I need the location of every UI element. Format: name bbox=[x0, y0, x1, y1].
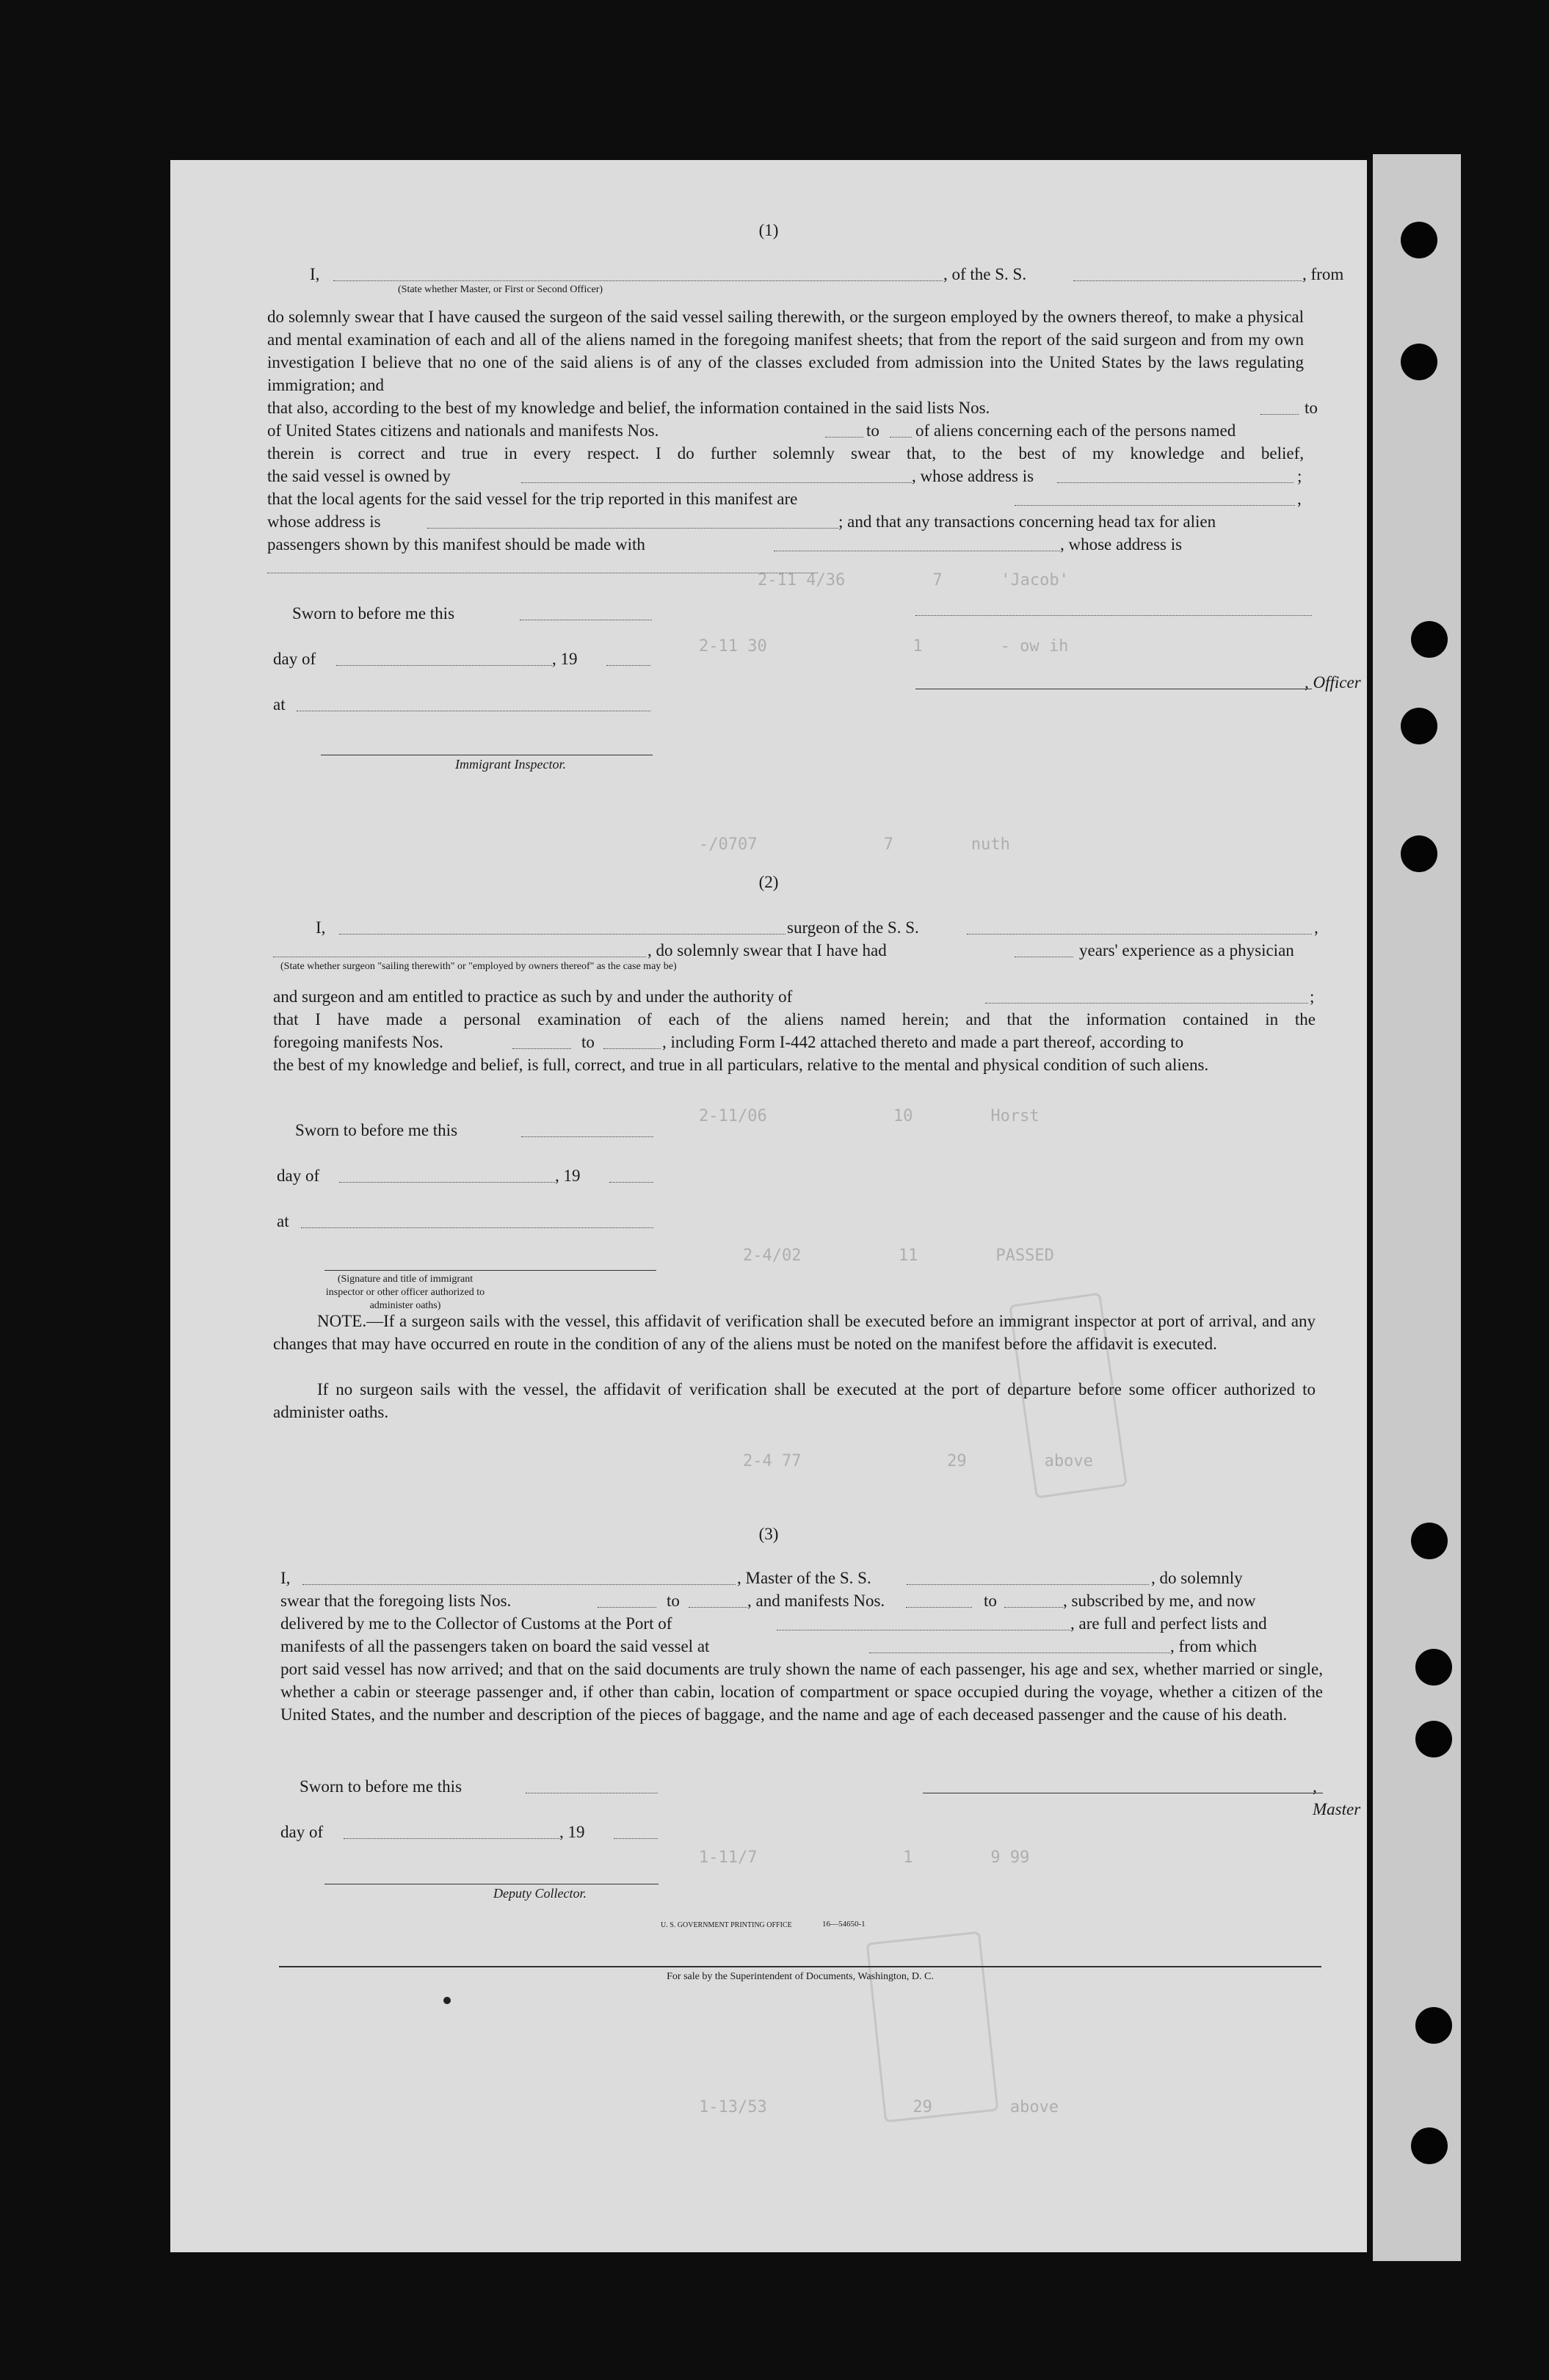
bleed-through-text: 2-11 4/36 7 'Jacob' bbox=[758, 571, 1069, 589]
s1-lists-to-label: to bbox=[1305, 399, 1318, 417]
section-2-number: (2) bbox=[758, 873, 779, 891]
ink-dot bbox=[443, 1997, 451, 2004]
s3-manifests-from-field[interactable] bbox=[906, 1607, 972, 1608]
s3-collector-label: delivered by me to the Collector of Customs at the Port of bbox=[280, 1614, 672, 1633]
binder-hole bbox=[1401, 835, 1437, 872]
binder-hole bbox=[1401, 708, 1437, 744]
binder-hole bbox=[1415, 1721, 1452, 1757]
s1-agents-address-field[interactable] bbox=[427, 528, 838, 529]
section-1-number: (1) bbox=[758, 221, 779, 239]
s2-signature-line[interactable] bbox=[324, 1270, 656, 1271]
s3-from-which-label: , from which bbox=[1170, 1637, 1258, 1655]
s1-agents-end: , bbox=[1297, 490, 1302, 508]
s3-manifests-label: , and manifests Nos. bbox=[747, 1592, 885, 1610]
s2-year-label: , 19 bbox=[555, 1167, 581, 1185]
binder-hole bbox=[1415, 1649, 1452, 1686]
s1-at-label: at bbox=[273, 695, 286, 714]
s1-officer-upper-line bbox=[915, 615, 1312, 616]
s1-from-label: , from bbox=[1302, 265, 1344, 283]
s1-lists-label: that also, according to the best of my knowledge and belief, the information contained in the said lists Nos. bbox=[267, 399, 990, 417]
s3-paragraph-rest: port said vessel has now arrived; and that on the said documents are truly shown the name of each passenger, his age and sex, whether married or single, whether a cabin or steerage passenger and, if other than cabin, location of compartment or space occupied during the voyage, whether a citizen of the United States, and the number and description of the pieces of baggage, and the name and age of each deceased passenger and the cause of his death. bbox=[280, 1660, 1323, 1724]
s2-swear-label: , do solemnly swear that I have had bbox=[647, 941, 887, 959]
s2-vessel-field[interactable] bbox=[967, 934, 1312, 935]
bleed-through-text: 1-11/7 1 9 99 bbox=[699, 1849, 1030, 1867]
binder-hole bbox=[1411, 621, 1448, 658]
section-3-number: (3) bbox=[758, 1525, 779, 1543]
s2-manifests-from-field[interactable] bbox=[512, 1048, 571, 1049]
s2-note-2: If no surgeon sails with the vessel, the affidavit of verification shall be executed at the port of departure before some officer authorized to administer oaths. bbox=[273, 1380, 1316, 1421]
s3-master-label: , Master of the S. S. bbox=[737, 1569, 871, 1587]
s3-full-perfect-label: , are full and perfect lists and bbox=[1070, 1614, 1267, 1633]
s1-of-ss-label: , of the S. S. bbox=[943, 265, 1027, 283]
binder-hole bbox=[1401, 344, 1437, 380]
s1-citizens-to-label: to bbox=[866, 421, 879, 440]
s2-authority-field[interactable] bbox=[985, 1003, 1308, 1004]
s1-headtax-label: ; and that any transactions concerning head tax for alien bbox=[838, 512, 1216, 531]
gpo-imprint: U. S. GOVERNMENT PRINTING OFFICE bbox=[661, 1921, 792, 1929]
s3-lists-to-label: to bbox=[667, 1592, 680, 1610]
s1-year-label: , 19 bbox=[552, 650, 578, 668]
s2-including-label: , including Form I-442 attached thereto and made a part thereof, according to bbox=[662, 1033, 1184, 1051]
s3-master-signature-label: , Master bbox=[1313, 1777, 1361, 1818]
faint-stamp bbox=[866, 1931, 999, 2123]
s2-surgeon-name-field[interactable] bbox=[339, 934, 786, 935]
s3-i-label: I, bbox=[280, 1569, 291, 1587]
s3-year-label: , 19 bbox=[559, 1823, 585, 1841]
s1-sworn-label: Sworn to before me this bbox=[292, 604, 455, 623]
s3-manifests-to-label: to bbox=[984, 1592, 997, 1610]
s2-surgeon-label: surgeon of the S. S. bbox=[787, 918, 919, 937]
binder-hole bbox=[1415, 2007, 1452, 2044]
s3-lists-from-field[interactable] bbox=[598, 1607, 656, 1608]
s1-day-field[interactable] bbox=[336, 665, 552, 666]
s3-departure-port-field[interactable] bbox=[869, 1652, 1170, 1653]
s3-master-name-field[interactable] bbox=[302, 1584, 736, 1585]
s2-day-label: day of bbox=[277, 1167, 320, 1185]
s2-manifests-to-label: to bbox=[581, 1033, 595, 1051]
s1-manifests-from-field[interactable] bbox=[825, 437, 863, 438]
bleed-through-text: -/0707 7 nuth bbox=[699, 835, 1010, 854]
s2-day-field[interactable] bbox=[339, 1182, 555, 1183]
s1-paragraph-2: therein is correct and true in every respect. I do further solemnly swear that, to the best of my knowledge and belief, bbox=[267, 444, 1304, 462]
binder-hole bbox=[1411, 2127, 1448, 2164]
s1-owned-end: ; bbox=[1297, 467, 1302, 485]
s1-year-field[interactable] bbox=[606, 665, 650, 666]
s2-note-1: NOTE.—If a surgeon sails with the vessel, this affidavit of verification shall be executed before an immigrant inspector at port of arrival, and any changes that may have occurred en route in the condition of any of the aliens must be noted on the manifest before the affidavit is executed. bbox=[273, 1312, 1316, 1353]
form-number: 16—54650-1 bbox=[822, 1920, 866, 1929]
bleed-through-text: 2-4/02 11 PASSED bbox=[743, 1247, 1054, 1265]
s1-vessel-field[interactable] bbox=[1073, 280, 1302, 281]
bleed-through-text: 2-11/06 10 Horst bbox=[699, 1107, 1040, 1125]
s1-officer-role-field[interactable] bbox=[333, 280, 943, 281]
s1-inspector-label: Immigrant Inspector. bbox=[455, 757, 566, 772]
sale-notice: For sale by the Superintendent of Documents, Washington, D. C. bbox=[667, 1971, 934, 1982]
s3-manifests-to-field[interactable] bbox=[1004, 1607, 1063, 1608]
s1-owner-address-field[interactable] bbox=[1057, 482, 1294, 483]
s2-sworn-label: Sworn to before me this bbox=[295, 1121, 458, 1139]
binder-hole bbox=[1401, 222, 1437, 258]
s3-day-field[interactable] bbox=[344, 1838, 559, 1839]
s1-paragraph-1: do solemnly swear that I have caused the surgeon of the said vessel sailing therewith, or the surgeon employed by the owners thereof, to make a physical and mental examination of each and all of the aliens named in the foregoing manifest sheets; that from the report of the said surgeon and from my own investigation I believe that no one of the said aliens is of any of the classes excluded from admission into the United States by the laws regulating immigration; and bbox=[267, 308, 1304, 394]
s2-at-label: at bbox=[277, 1212, 289, 1230]
binder-strip bbox=[1373, 154, 1461, 2261]
manifest-page bbox=[170, 160, 1367, 2252]
s1-lists-from-field[interactable] bbox=[1260, 414, 1299, 415]
s2-sworn-field[interactable] bbox=[521, 1136, 653, 1137]
s1-citizens-label: of United States citizens and nationals and manifests Nos. bbox=[267, 421, 659, 440]
s1-passengers-address-label: , whose address is bbox=[1060, 535, 1183, 554]
s3-day-label: day of bbox=[280, 1823, 324, 1841]
s1-aliens-label: of aliens concerning each of the persons named bbox=[915, 421, 1236, 440]
bleed-through-text: 2-4 77 29 above bbox=[743, 1452, 1093, 1470]
s2-manifests-label: foregoing manifests Nos. bbox=[273, 1033, 443, 1051]
s1-agents-field[interactable] bbox=[1015, 505, 1295, 506]
s1-role-caption: (State whether Master, or First or Second Officer) bbox=[398, 284, 603, 295]
s2-year-field[interactable] bbox=[609, 1182, 653, 1183]
s2-manifests-to-field[interactable] bbox=[603, 1048, 661, 1049]
s1-officer-label: , Officer bbox=[1305, 673, 1361, 692]
s2-authority-end: ; bbox=[1310, 987, 1315, 1006]
s1-i-label: I, bbox=[310, 265, 320, 283]
s1-agents-label: that the local agents for the said vessel for the trip reported in this manifest are bbox=[267, 490, 798, 508]
s3-collector-label: Deputy Collector. bbox=[493, 1886, 587, 1901]
s1-owned-label: the said vessel is owned by bbox=[267, 467, 451, 485]
s3-year-field[interactable] bbox=[614, 1838, 658, 1839]
bleed-through-text: 2-11 30 1 - ow ih bbox=[699, 637, 1069, 656]
s2-role-caption: (State whether surgeon "sailing therewith" or "employed by owners thereof" as the case may be) bbox=[280, 961, 677, 972]
binder-hole bbox=[1411, 1523, 1448, 1559]
s2-at-field[interactable] bbox=[301, 1227, 653, 1228]
s2-examination-line: that I have made a personal examination of each of the aliens named herein; and that the information contained in the bbox=[273, 1010, 1316, 1028]
s2-authority-label: and surgeon and am entitled to practice as such by and under the authority of bbox=[273, 987, 793, 1006]
s3-subscribed-label: , subscribed by me, and now bbox=[1063, 1592, 1256, 1610]
s3-sworn-label: Sworn to before me this bbox=[300, 1777, 462, 1796]
footer-rule bbox=[279, 1966, 1321, 1967]
s3-lists-to-field[interactable] bbox=[689, 1607, 747, 1608]
s1-owner-field[interactable] bbox=[521, 482, 912, 483]
s1-whose-label: whose address is bbox=[267, 512, 381, 531]
s2-l1-end: , bbox=[1314, 918, 1318, 937]
s2-i-label: I, bbox=[316, 918, 326, 937]
s2-signature-caption: (Signature and title of immigrant inspector or other officer authorized to administer oaths) bbox=[325, 1274, 485, 1311]
s1-day-label: day of bbox=[273, 650, 316, 668]
s2-paragraph-rest: the best of my knowledge and belief, is full, correct, and true in all particulars, relative to the mental and physical condition of such aliens. bbox=[273, 1056, 1209, 1074]
s1-manifests-to-field[interactable] bbox=[890, 437, 912, 438]
bleed-through-text: 1-13/53 29 above bbox=[699, 2098, 1059, 2116]
s1-owner-address-label: , whose address is bbox=[912, 467, 1034, 485]
s3-taken-label: manifests of all the passengers taken on board the said vessel at bbox=[280, 1637, 710, 1655]
s3-vessel-field[interactable] bbox=[907, 1584, 1149, 1585]
s2-years-label: years' experience as a physician bbox=[1079, 941, 1294, 959]
s1-passengers-label: passengers shown by this manifest should be made with bbox=[267, 535, 645, 554]
s3-solemnly-label: , do solemnly bbox=[1151, 1569, 1243, 1587]
s3-lists-label: swear that the foregoing lists Nos. bbox=[280, 1592, 512, 1610]
